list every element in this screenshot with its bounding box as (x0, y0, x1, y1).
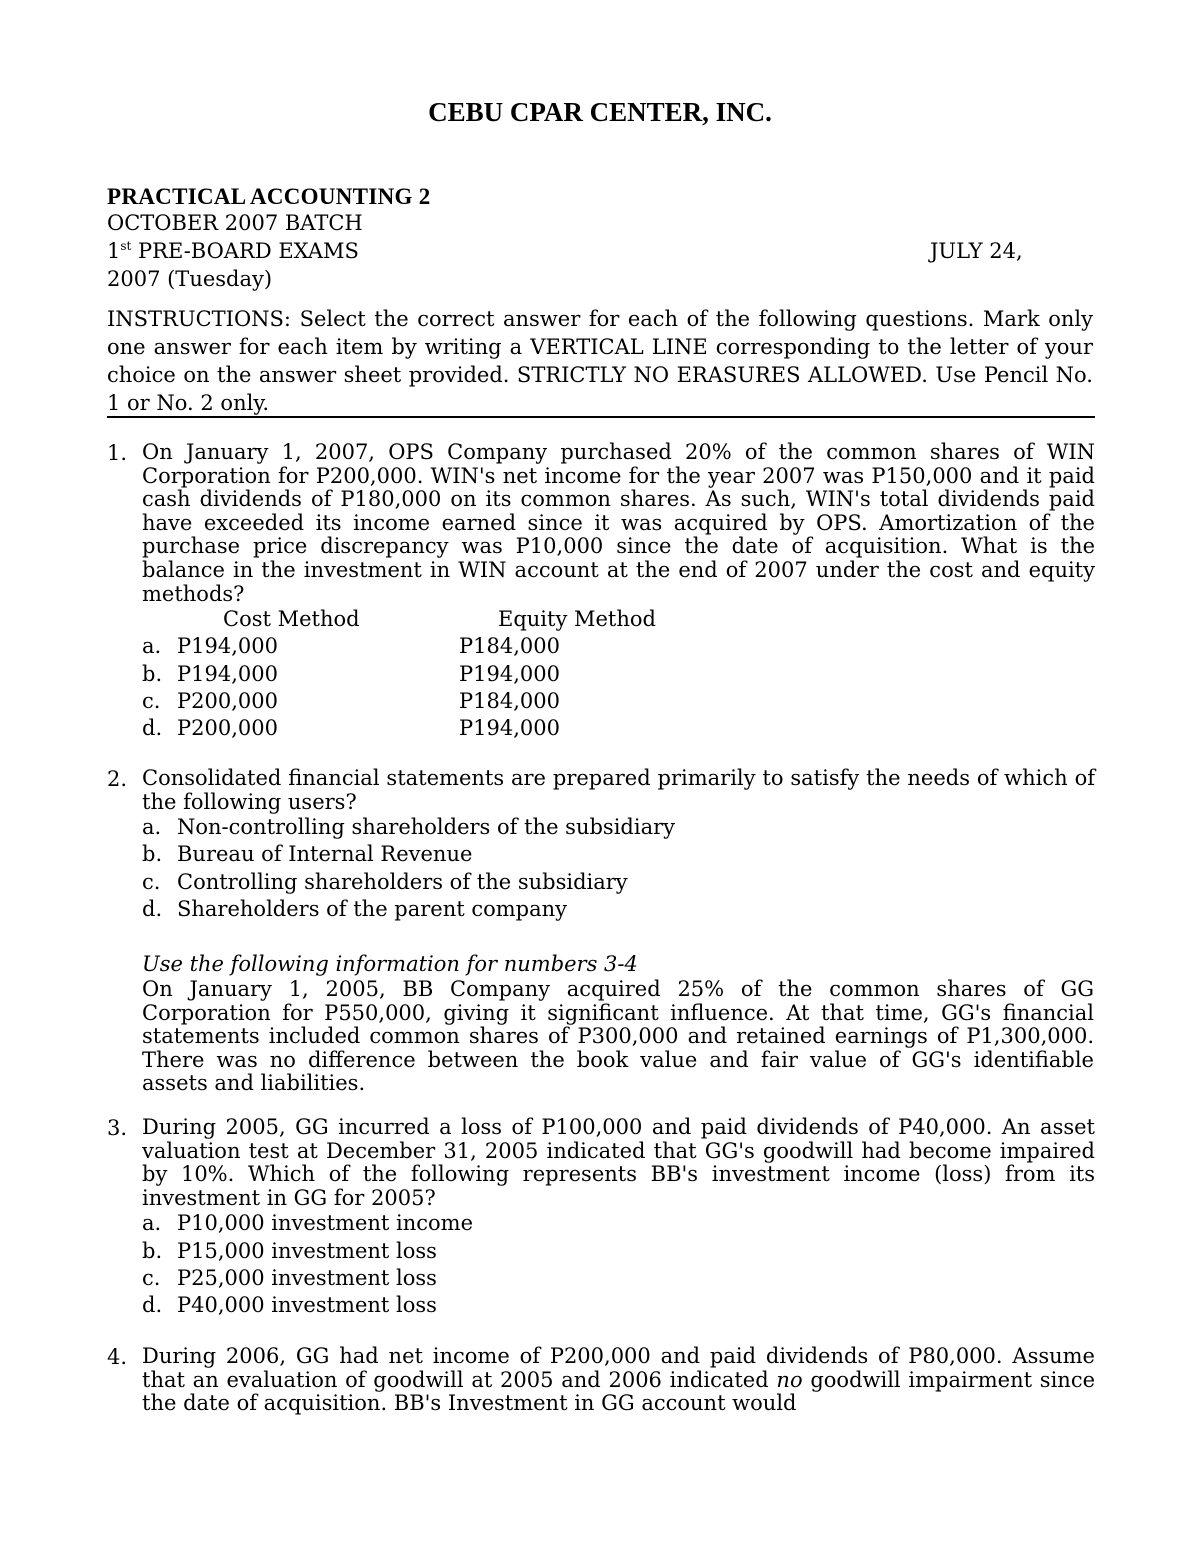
option-text: Shareholders of the parent company (177, 897, 568, 922)
question-text: On January 1, 2007, OPS Company purchased 20% of the common shares of WIN Corporation for P200,000. WIN's net income for the year 2007 was P150,000 and it paid cash dividends of P180,000 on its common shares. As such, WIN's total dividends paid have exceeded its income earned since it was acquired by OPS. Amortization of the purchase price discrepancy was P10,000 since the date of acquisition. What is the balance in the investment in WIN account at the end of 2007 under the cost and equity methods? (142, 440, 1095, 606)
question-text: During 2005, GG incurred a loss of P100,000 and paid dividends of P40,000. An asset valuation test at December 31, 2005 indicated that GG's goodwill had become impaired by 10%. Which of the following represents BB's investment income (loss) from its investment in GG for 2005? (142, 1115, 1095, 1210)
question-number: 1. (107, 441, 128, 465)
answer-option (142, 869, 1095, 896)
question-4 (107, 1345, 1095, 1416)
option-letter: c. (142, 869, 161, 894)
option-letter: a. (142, 815, 162, 840)
option-text: P10,000 investment income (177, 1211, 473, 1236)
answer-column-headers (142, 606, 1095, 633)
option-letter: d. (142, 1293, 163, 1318)
answer-option (142, 814, 1095, 841)
answer-option (142, 1210, 1095, 1237)
info-text: On January 1, 2005, BB Company acquired 25% of the common shares of GG Corporation for P550,000, giving it significant influence. At that time, GG's financial statements included common shares of P300,000 and retained earnings of P1,300,000. There was no difference between the book value and fair value of GG's identifiable assets and liabilities. (142, 977, 1094, 1096)
column-header-cost: Cost Method (223, 607, 360, 632)
option-cost-value: P194,000 (177, 661, 278, 686)
question-number: 4. (107, 1345, 128, 1369)
option-cost-value: P194,000 (177, 634, 278, 659)
option-letter: b. (142, 842, 163, 867)
answer-option (142, 896, 1095, 923)
option-equity-value: P194,000 (459, 716, 560, 741)
instructions: INSTRUCTIONS: Select the correct answer for each of the following questions. Mark only one answer for each item by writing a VERTICAL LINE corresponding to the letter of your choice on the answer sheet provided. STRICTLY NO ERASURES ALLOWED. Use Pencil No. 1 or No. 2 only. (107, 307, 1093, 415)
question-1 (107, 441, 1095, 743)
question-text-emphasis: no (776, 1367, 803, 1392)
document-title: CEBU CPAR CENTER, INC. (428, 97, 772, 127)
option-text: Non-controlling shareholders of the subsidiary (177, 815, 675, 840)
option-letter: b. (142, 1238, 163, 1263)
answer-option (142, 633, 1095, 660)
info-block (142, 951, 1094, 1096)
question-text-part: During 2006, GG had net income of P200,000 and paid dividends of P80,000. Assume that an evaluation of goodwill at 2005 and 2006 indicated (142, 1344, 1095, 1392)
option-letter: d. (142, 897, 163, 922)
question-text (142, 1345, 1095, 1416)
answer-option (142, 688, 1095, 715)
answer-option (142, 1238, 1095, 1265)
option-letter: b. (142, 661, 163, 686)
question-text-part: goodwill impairment since the date of acquisition. BB's Investment in GG account would (142, 1367, 1096, 1416)
exam-date-part1: JULY 24, (930, 239, 1023, 263)
option-text: Bureau of Internal Revenue (177, 842, 473, 867)
exam-ordinal-suffix: st (120, 239, 132, 253)
answer-option (142, 841, 1095, 868)
option-text: P40,000 investment loss (177, 1293, 437, 1318)
question-2 (107, 767, 1095, 923)
question-number: 2. (107, 767, 128, 791)
answer-option (142, 1292, 1095, 1319)
option-equity-value: P184,000 (459, 634, 560, 659)
option-cost-value: P200,000 (177, 716, 278, 741)
question-number: 3. (107, 1116, 128, 1140)
option-text: Controlling shareholders of the subsidiary (177, 869, 628, 894)
question-text: Consolidated financial statements are prepared primarily to satisfy the needs of which of the following users? (142, 766, 1095, 814)
option-letter: d. (142, 716, 163, 741)
option-letter: c. (142, 689, 161, 714)
column-header-equity: Equity Method (498, 607, 656, 632)
option-text: P25,000 investment loss (177, 1265, 437, 1290)
batch-line: OCTOBER 2007 BATCH (107, 211, 363, 235)
exam-name: PRE-BOARD EXAMS (138, 239, 359, 263)
exam-line (107, 239, 1037, 263)
info-lead: Use the following information for numbers 3-4 (142, 952, 638, 976)
option-cost-value: P200,000 (177, 689, 278, 714)
option-equity-value: P184,000 (459, 689, 560, 714)
exam-date-part2: 2007 (Tuesday) (107, 267, 273, 291)
answer-option (142, 715, 1095, 742)
subject-heading: PRACTICAL ACCOUNTING 2 (107, 184, 431, 209)
header-divider (107, 416, 1095, 418)
answer-option (142, 661, 1095, 688)
answer-option (142, 1265, 1095, 1292)
option-letter: c. (142, 1265, 161, 1290)
option-text: P15,000 investment loss (177, 1238, 437, 1263)
exam-ordinal: 1 (107, 239, 121, 263)
option-letter: a. (142, 1211, 162, 1236)
question-3 (107, 1116, 1095, 1320)
option-equity-value: P194,000 (459, 661, 560, 686)
option-letter: a. (142, 634, 162, 659)
